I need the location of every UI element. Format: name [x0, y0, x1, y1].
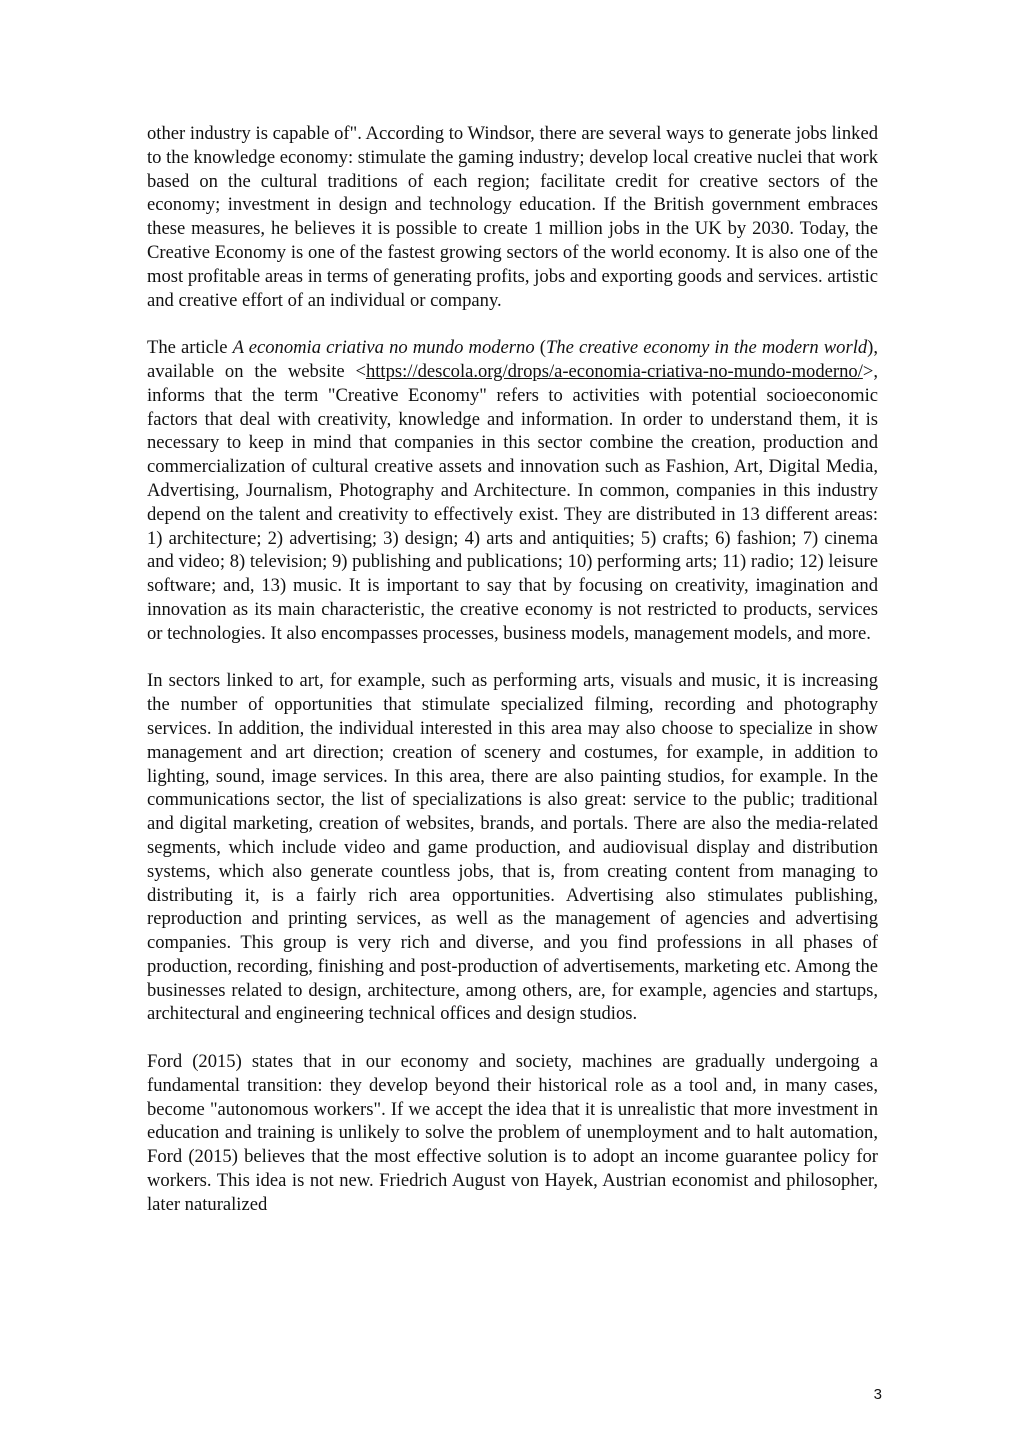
article-body-text: >, informs that the term "Creative Economy" refers to activities with potential socioeconomic factors that deal with creativity, knowledge and information. In order to understand them, it is necessary to keep in mind that companies in this sector combine the creation, production and commercialization of cultural creative assets and innovation such as Fashion, Art, Digital Media, Advertising, Journalism, Photography and Architecture. In common, companies in this industry depend on the talent and creativity to effectively exist. They are distributed in 13 different areas: 1) architecture; 2) advertising; 3) design; 4) arts and antiquities; 5) crafts; 6) fashion; 7) cinema and video; 8) television; 9) publishing and publications; 10) performing arts; 11) radio; 12) leisure software; and, 13) music. It is important to say that by focusing on creativity, imagination and innovation as its main characteristic, the creative economy is not restricted to products, services or technologies. It also encompasses processes, business models, management models, and more. [147, 360, 878, 644]
article-open-paren: ( [534, 337, 546, 359]
article-url-link[interactable]: https://descola.org/drops/a-economia-criativa-no-mundo-moderno/ [365, 360, 863, 382]
paragraph-creative-economy-article [147, 336, 878, 645]
article-intro-text: The article [147, 337, 233, 359]
paragraph-windsor-jobs: other industry is capable of". According to Windsor, there are several ways to generate jobs linked to the knowledge economy: stimulate the gaming industry; develop local creative nuclei that work based on the cultural traditions of each region; facilitate credit for creative sectors of the economy; investment in design and technology education. If the British government embraces these measures, he believes it is possible to create 1 million jobs in the UK by 2030. Today, the Creative Economy is one of the fastest growing sectors of the world economy. It is also one of the most profitable areas in terms of generating profits, jobs and exporting goods and services. artistic and creative effort of an individual or company. [147, 123, 878, 311]
article-after-title: ), available on the website < [147, 337, 879, 382]
paragraph-ford-automation: Ford (2015) states that in our economy and society, machines are gradually undergoing a fundamental transition: they develop beyond their historical role as a tool and, in many cases, become "autonomous workers". If we accept the idea that it is unrealistic that more investment in education and training is unlikely to solve the problem of unemployment and to halt automation, Ford (2015) believes that the most effective solution is to adopt an income guarantee policy for workers. This idea is not new. Friedrich August von Hayek, Austrian economist and philosopher, later naturalized [147, 1051, 878, 1215]
article-title-english: The creative economy in the modern world [545, 337, 868, 359]
page-number: 3 [873, 1386, 882, 1403]
paragraph-art-sectors: In sectors linked to art, for example, such as performing arts, visuals and music, it is increasing the number of opportunities that stimulate specialized filming, recording and photography services. In addition, the individual interested in this area may also choose to specialize in show management and art direction; creation of scenery and costumes, for example, in addition to lighting, sound, image services. In this area, there are also painting studios, for example. In the communications sector, the list of specializations is also great: service to the public; traditional and digital marketing, creation of websites, brands, and portals. There are also the media-related segments, which include video and game production, and audiovisual display and distribution systems, which also generate countless jobs, that is, from creating content from managing to distributing it, is a fairly rich area opportunities. Advertising also stimulates publishing, reproduction and printing services, as well as the management of agencies and advertising companies. This group is very rich and diverse, and you find professions in all phases of production, recording, finishing and post-production of advertisements, marketing etc. Among the businesses related to design, architecture, among others, are, for example, agencies and startups, architectural and engineering technical offices and design studios. [147, 670, 878, 1025]
body-text [147, 122, 878, 1217]
article-title-portuguese: A economia criativa no mundo moderno [232, 337, 535, 359]
